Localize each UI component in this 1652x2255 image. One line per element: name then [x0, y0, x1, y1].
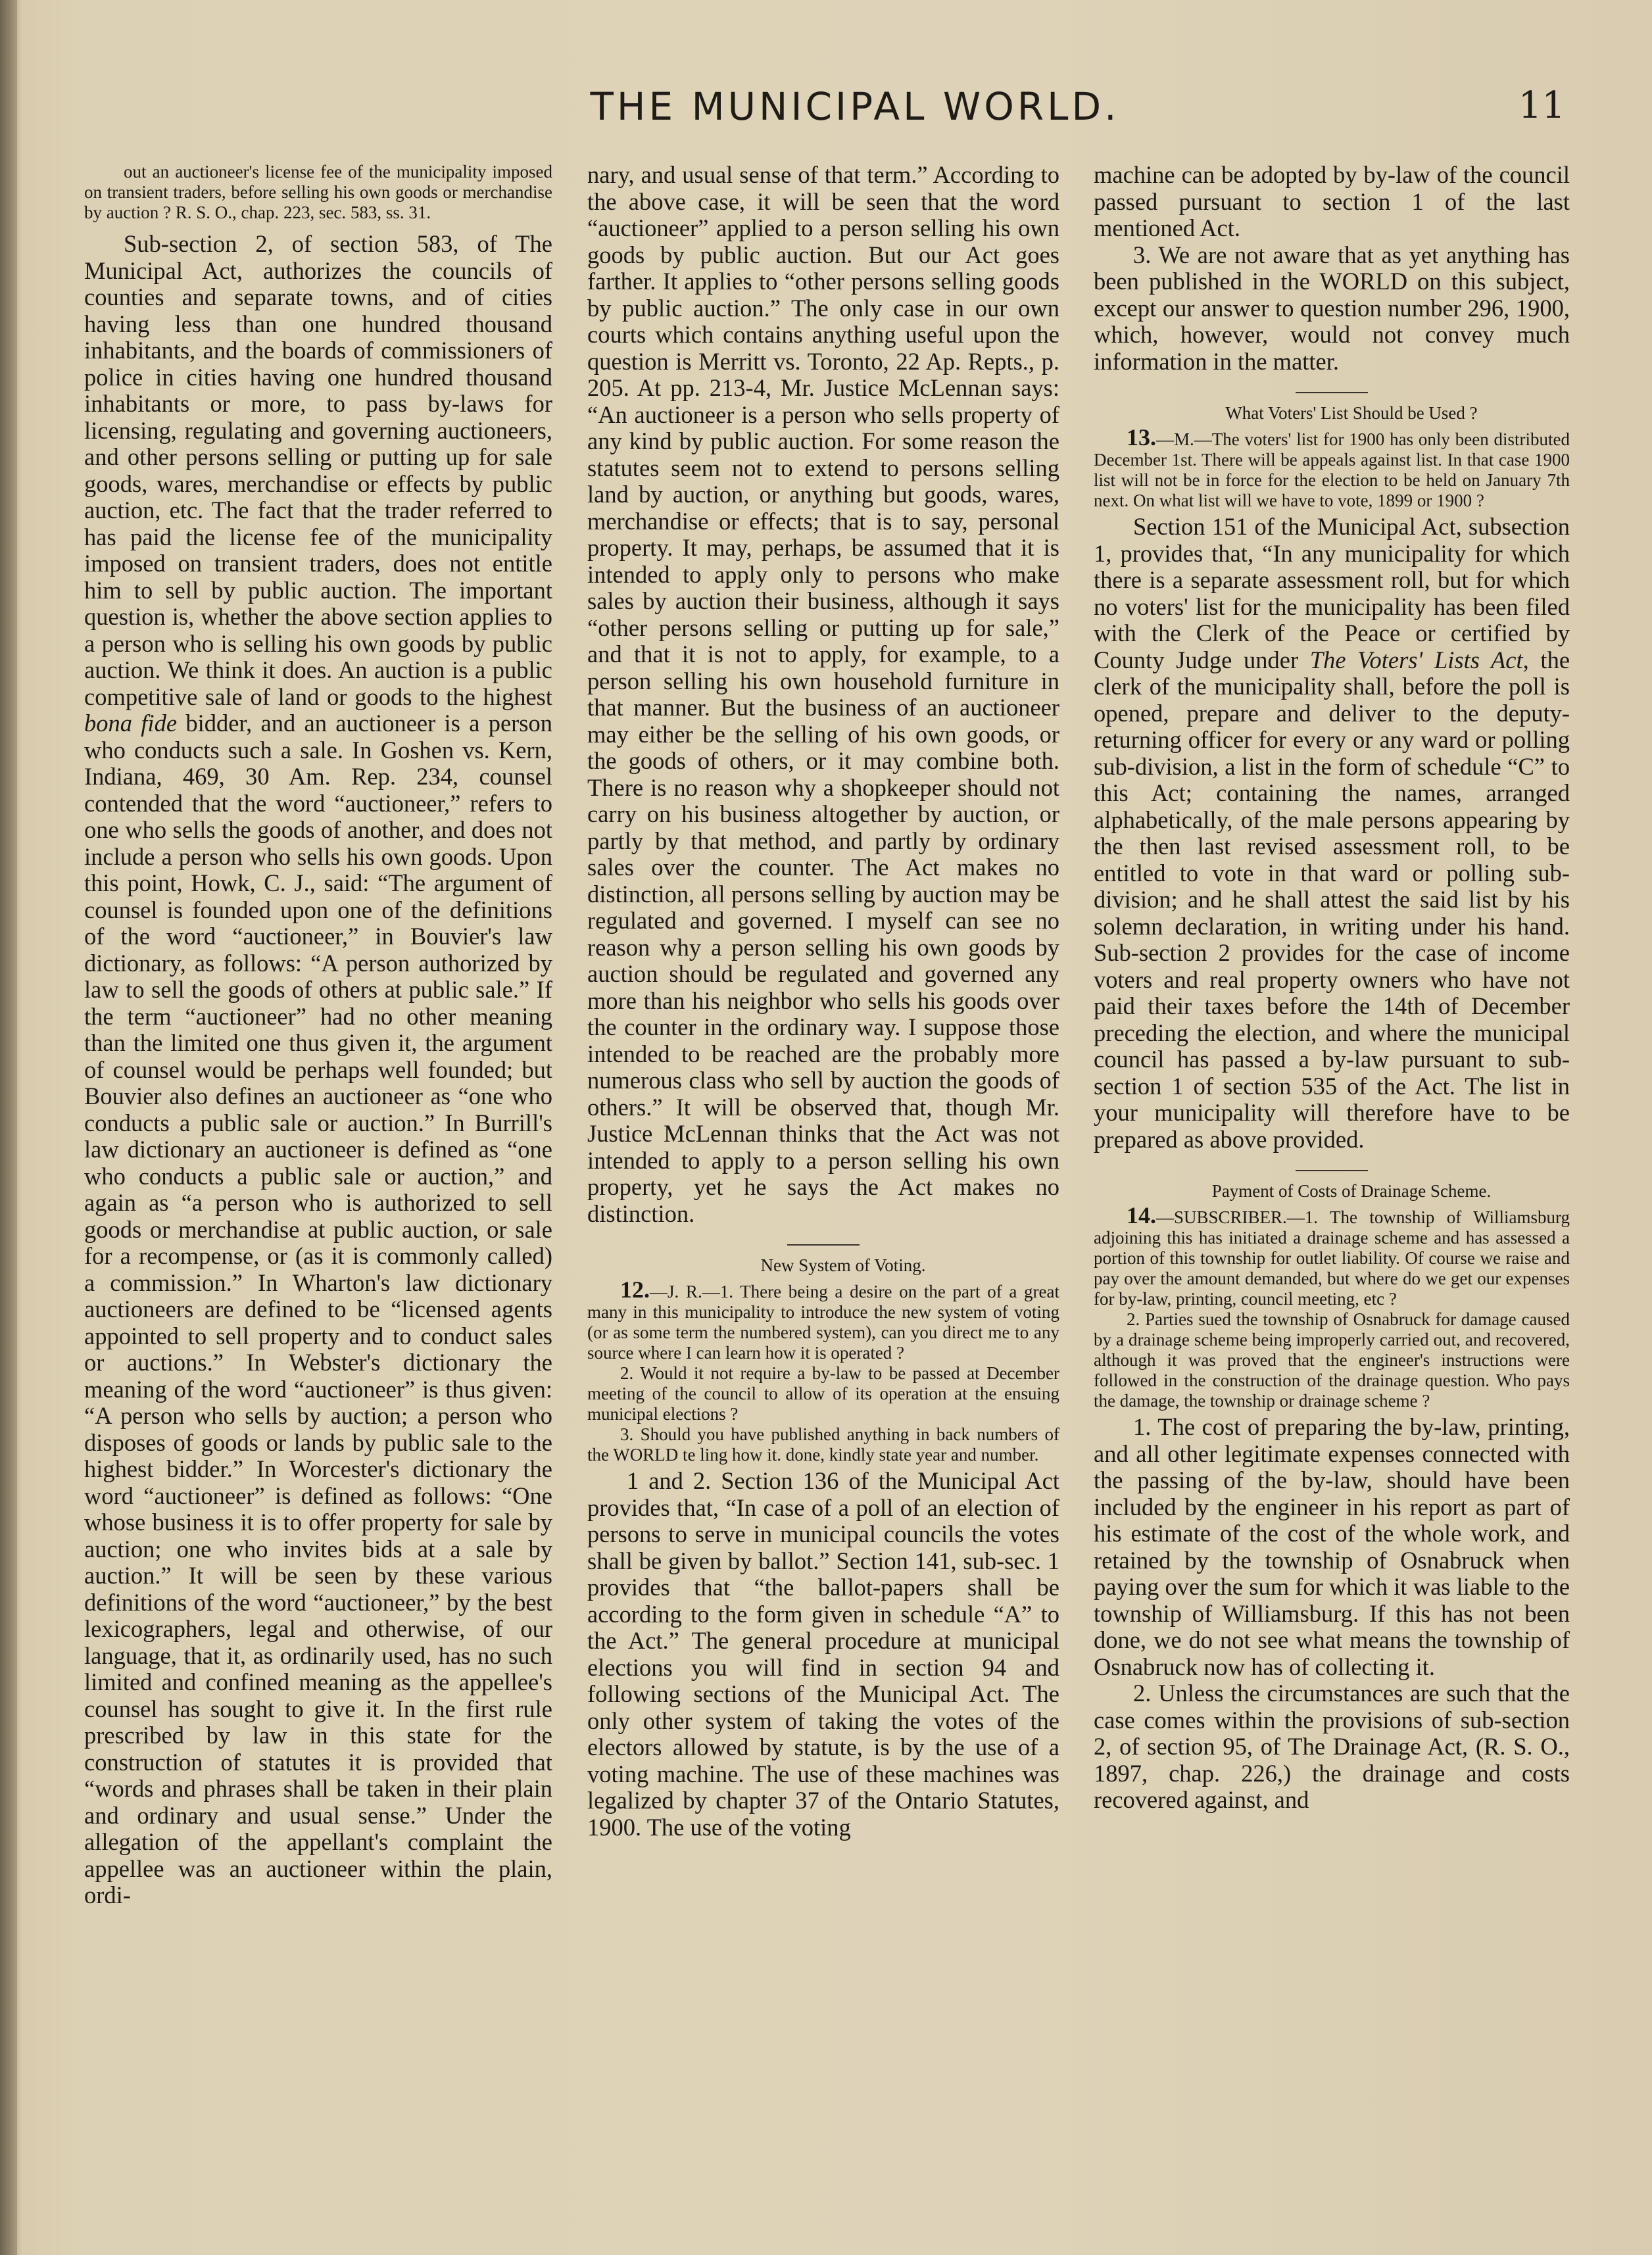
- answer-text-continued: bidder, and an auctioneer is a person who conducts such a sale. In Goshen vs. Kern, Indiana, 469, 30 Am. Rep. 234, counsel contended that the word “auctioneer,” refers to one who sells the goods of another, and does not include a person who sells his own goods. Upon this point, Howk, C. J., said: “The argument of counsel is founded upon one of the definitions of the word “auctioneer,” in Bouvier's law dictionary, as follows: “A person authorized by law to sell the goods of others at public sale.” If the term “auctioneer” had no other meaning than the limited one thus given it, the argument of counsel would be perhaps well founded; but Bouvier also defines an auctioneer as “one who conducts a public sale or auction.” In Burrill's law dictionary an auctioneer is defined as “one who conducts a public sale or auction,” and again as “a person who is authorized to sell goods or merchandise at public auction, or sale for a recompense, or (as it is commonly called) a commission.” In Wharton's law dictionary auctioneers are defined to be “licensed agents appointed to sell property and to conduct sales or auctions.” In Webster's dictionary the meaning of the word “auctioneer” is thus given: “A person who sells by auction; a person who disposes of goods or lands by public sale to the highest bidder.” In Worcester's dictionary the word “auctioneer” is defined as follows: “One whose business it is to offer property for sale by auction; one who invites bids at a sale by auction.” It will be seen by these various definitions of the word “auctioneer,” by the best lexicographers, legal and otherwise, of our language, that it, as ordinarily used, has no such limited and confined meaning as the appellee's counsel has sought to give it. In the first rule prescribed by law in this state for the construction of statutes it is provided that “words and phrases shall be taken in their plain and ordinary and usual sense.” Under the allegation of the appellant's complaint the appellee was an auctioneer within the plain, ordi-: [84, 710, 552, 1908]
- question-12-part-2: 2. Would it not require a by-law to be passed at December meeting of the council to allow of its operation at the ensuing municipal elections ?: [587, 1363, 1059, 1424]
- question-number: 13.: [1127, 424, 1156, 450]
- section-divider: [787, 1244, 860, 1246]
- answer-text: Sub-section 2, of section 583, of The Municipal Act, authorizes the councils of counties and separate towns, and of cities having less than one hundred thousand inhabitants, and the boards of commissioners of police in cities having one hundred thousand inhabitants or more, to pass by-laws for licensing, regulating and governing auctioneers, and other persons selling or putting up for sale goods, wares, merchandise or effects by public auction, etc. The fact that the trader referred to has paid the license fee of the municipality imposed on transient traders, does not entitle him to sell by public auction. The important question is, whether the above section applies to a person who is selling his own goods by public auction. We think it does. An auction is a public competitive sale of land or goods to the highest: [84, 230, 552, 710]
- answer-14-part-2: 2. Unless the circumstances are such that the case comes within the provisions of sub-section 2, of section 95, of The Drainage Act, (R. S. O., 1897, chap. 226,) the drainage and costs recovered against, and: [1094, 1680, 1570, 1813]
- binding-gutter: [0, 0, 17, 2255]
- section-divider: [1296, 1170, 1368, 1171]
- page-number: 11: [1518, 84, 1565, 127]
- answer-text: Section 151 of the Municipal Act, subsection 1, provides that, “In any municipality for which there is a separate assessment roll, but for which no voters' list for the municipality has been filed with the Clerk of the Peace or certified by County Judge under: [1094, 513, 1570, 673]
- question-text: —SUBSCRIBER.—1. The township of Williamsburg adjoining this has initiated a drainage scheme and has assessed a portion of this township for outlet liability. Of course we raise and pay over the amount demanded, but where do we get our expenses for by-law, printing, council meeting, etc ?: [1094, 1207, 1570, 1309]
- answer-paragraph: 3. We are not aware that as yet anything has been published in the WORLD on this subject, except our answer to question number 296, 1900, which, however, would not convey much information in the matter.: [1094, 241, 1570, 375]
- question-12-part-3: 3. Should you have published anything in back numbers of the WORLD te ling how it. done, kindly state year and number.: [587, 1424, 1059, 1465]
- section-heading: What Voters' List Should be Used ?: [1225, 403, 1478, 423]
- answer-continuation: nary, and usual sense of that term.” According to the above case, it will be seen that the word “auctioneer” applied to a person selling his own goods by public auction. But our Act goes farther. It applies to “other persons selling goods by public auction.” The only case in our own courts which contains anything useful upon the question is Merritt vs. Toronto, 22 Ap. Repts., p. 205. At pp. 213-4, Mr. Justice McLennan says: “An auctioneer is a person who sells property of any kind by public auction. For some reason the statutes seem not to extend to persons selling land by auction, or anything but goods, wares, merchandise or effects; that is to say, personal property. It may, perhaps, be assumed that it is intended to apply only to persons who make sales by auction their business, although it says “other persons selling or putting up for sale,” and that it is not to apply, for example, to a person selling his own household furniture in that manner. But the business of an auctioneer may either be the selling of his own goods, or the goods of others, or it may combine both. There is no reason why a shopkeeper should not carry on his business altogether by auction, or partly by that method, and partly by ordinary sales over the counter. The Act makes no distinction, all persons selling by auction may be regulated and governed. I myself can see no reason why a person selling his own goods by auction should be regulated and governed any more than his neighbor who sells his goods over the counter in the ordinary way. I suppose those intended to be reached are the probably more numerous class who sell by auction the goods of others.” It will be observed that, though Mr. Justice McLennan thinks that the Act was not intended to apply to a person selling his own property, yet he says the Act makes no distinction.: [587, 162, 1059, 1227]
- answer-13: [1094, 514, 1570, 1153]
- section-divider: [1296, 392, 1368, 393]
- answer-paragraph: [84, 231, 552, 1909]
- question-text: —J. R.—1. There being a desire on the part of a great many in this municipality to introduce the new system of voting (or as some term the numbered system), can you direct me to any source where I can learn how it is operated ?: [587, 1282, 1059, 1363]
- page-title: THE MUNICIPAL WORLD.: [590, 84, 1120, 129]
- section-heading: Payment of Costs of Drainage Scheme.: [1211, 1181, 1492, 1201]
- question-number: 12.: [620, 1276, 650, 1303]
- question-13: [1094, 424, 1570, 511]
- italic-act-title: The Voters' Lists Act,: [1309, 646, 1529, 673]
- answer-text-continued: the clerk of the municipality shall, before the poll is opened, prepare and deliver to the deputy-returning officer for every or any ward or polling sub-division, a list in the form of schedule “C” to this Act; containing the names, arranged alphabetically, of the male persons appearing by the then last revised assessment roll, to be entitled to vote in that ward or polling sub-division; and he shall attest the said list by his solemn declaration, in writing under his hand. Sub-section 2 provides for the case of income voters and real property owners who have not paid their taxes before the 14th of December preceding the election, and where the municipal council has passed a by-law pursuant to sub-section 1 of section 535 of the Act. The list in your municipality will therefore have to be prepared as above provided.: [1094, 646, 1570, 1153]
- column-1: [84, 162, 552, 2220]
- question-12: [587, 1276, 1059, 1363]
- page-header: [0, 84, 1652, 143]
- question-14-part-2: 2. Parties sued the township of Osnabruck for damage caused by a drainage scheme being improperly carried out, and recovered, although it was proved that the engineer's instructions were followed in the construction of the drainage question. Who pays the damage, the township or drainage scheme ?: [1094, 1309, 1570, 1411]
- column-2: [587, 162, 1059, 2220]
- answer-14-part-1: 1. The cost of preparing the by-law, printing, and all other legitimate expenses connected with the passing of the by-law, should have been included by the engineer in his report as part of his estimate of the cost of the whole work, and retained by the township of Osnabruck when paying over the sum for which it was liable to the township of Williamsburg. If this has not been done, we do not see what means the township of Osnabruck now has of collecting it.: [1094, 1413, 1570, 1680]
- answer-continuation: machine can be adopted by by-law of the council passed pursuant to section 1 of the last mentioned Act.: [1094, 162, 1570, 241]
- italic-term: bona fide: [84, 710, 178, 737]
- question-text: —M.—The voters' list for 1900 has only been distributed December 1st. There will be appeals against list. In that case 1900 list will not be in force for the election to be held on January 7th next. On what list will we have to vote, 1899 or 1900 ?: [1094, 429, 1570, 510]
- column-3: [1094, 162, 1570, 2220]
- question-14: [1094, 1202, 1570, 1309]
- answer-12: 1 and 2. Section 136 of the Municipal Act provides that, “In case of a poll of an election of persons to serve in municipal councils the votes shall be given by ballot.” Section 141, sub-sec. 1 provides that “the ballot-papers shall be according to the form given in schedule “A” to the Act.” The general procedure at municipal elections you will find in section 94 and following sections of the Municipal Act. The only other system of taking the votes of the electors allowed by statute, is by the use of a voting machine. The use of these machines was legalized by chapter 37 of the Ontario Statutes, 1900. The use of the voting: [587, 1467, 1059, 1841]
- question-number: 14.: [1127, 1202, 1156, 1228]
- section-heading: New System of Voting.: [760, 1255, 926, 1275]
- question-tail: out an auctioneer's license fee of the municipality imposed on transient traders, before selling his own goods or merchandise by auction ? R. S. O., chap. 223, sec. 583, ss. 31.: [84, 162, 552, 222]
